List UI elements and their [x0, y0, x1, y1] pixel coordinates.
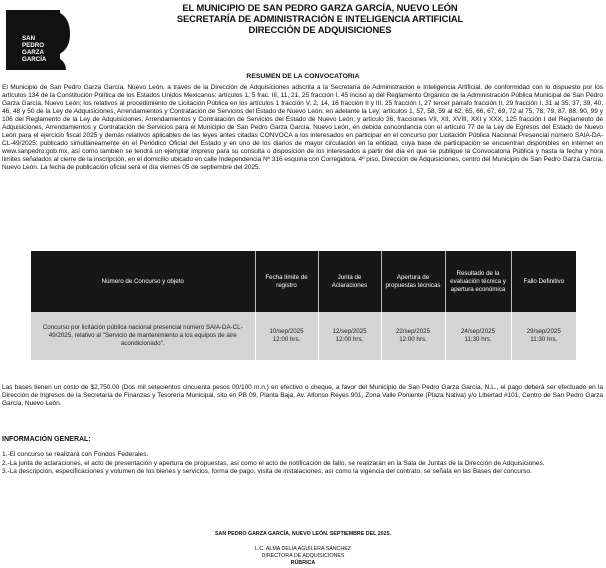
- junta-time: 12:00 hrs.: [335, 336, 364, 343]
- header-registro: Fecha límite de registro: [255, 251, 318, 312]
- list-item: 3.-La descripción, especificaciones y volumen de los bienes y servicios, forma de pago, visita de instalaciones; así como la vigencia del contrato, se señala en las Bases del concurso.: [2, 468, 532, 476]
- signer-name: L.C. ALMA DELIA AGUILERA SÁNCHEZ: [255, 546, 351, 552]
- registro-time: 12:00 hrs.: [272, 336, 301, 343]
- resultado-date: 24/sep/2025: [460, 328, 496, 335]
- signer-position: DIRECTORA DE ADQUISICIONES: [261, 553, 345, 559]
- registro-date: 10/sep/2025: [269, 328, 304, 335]
- general-info-title: INFORMACIÓN GENERAL:: [2, 436, 91, 443]
- cell-resultado: [445, 312, 511, 360]
- apertura-time: 12:00 hrs.: [399, 336, 427, 343]
- header-resultado: Resultado de la evaluación técnica y apertura económica: [445, 251, 511, 312]
- header-directorate: DIRECCIÓN DE ADQUISICIONES: [248, 24, 392, 35]
- logo-text-4: GARCÍA: [22, 56, 47, 63]
- fallo-time: 11:30 hrs.: [530, 336, 558, 343]
- tender-schedule-table: [31, 251, 576, 360]
- header-concurso: Número de Concurso y objeto: [31, 251, 255, 312]
- junta-date: 12/sep/2025: [332, 328, 367, 335]
- convocatoria-paragraph: El Municipio de San Pedro Garza García, Nuevo León, a través de la Dirección de Adquisiciones adscrita a la Secretaría de Administración e Inteligencia Artificial, de conformidad con lo dispuesto por los artículos 134 de la Constitución Política de los Estados Unidos Mexicanos; artículos 1, 5 frac. III, 11, 21, 25 fracción I, 45 inciso a) del Reglamento Orgánico de la Administración Pública Municipal de San Pedro Garza García, Nuevo León; los relativos al procedimiento de Licitación Pública en los artículos 1 fracción V, 2, 14, 16 fracción II y III, 25 fracción I, 27 tercer párrafo fracción II, 29 fracción I, 31 al 35, 37, 39, 40, 46, 48 y 50 de la Ley de Adquisiciones, Arrendamientos y Contratación de Servicios del Estado de Nuevo León; en adelante la Ley; artículos 1, 57, 58, 59 al 62, 65, 66, 67, 69, 72 al 75, 78, 79, 87, 88, 90, 99 y 106 del Reglamento de la Ley de Adquisiciones, Arrendamientos y Contratación de Servicios del Estado de Nuevo León; y artículo 36, fracciones VII, XII, XVIII, XXI y XXX, 125 fracción I del Reglamento de Adquisiciones, Arrendamientos y Contratación de Servicios para el Municipio de San Pedro Garza García, Nuevo León, en debida concordancia con el artículo 77 de la Ley de Egresos del Estado de Nuevo León para el ejercicio fiscal 2025 y demás relativos aplicables de las leyes antes citadas CONVOCA a los interesados en participar en el concurso por Licitación Pública Nacional Presencial número SAIA-DA-CL-49/2025; publicado simultáneamente en el Periódico Oficial del Estado y en uno de los diarios de mayor circulación en la entidad, cuya base de participación se encuentran disponibles en internet en www.sanpedro.gob.mx, así como también se tendrá un ejemplar impreso para su consulta o disposición de los interesados a partir del día en que se publique la Convocatoria Pública y hasta la fecha y hora límites señalados al cierre de la inscripción, en el domicilio ubicado en calle Independencia Nº 316 esquina con Corregidora, 4º piso, Dirección de Adquisiciones, centro del Municipio de San Pedro Garza García, Nuevo León. La fecha de publicación oficial será el día viernes 05 de septiembre del 2025.: [2, 84, 603, 172]
- summary-title: RESUMEN DE LA CONVOCATORIA: [246, 73, 360, 80]
- header-secretariat: SECRETARÍA DE ADMINISTRACIÓN E INTELIGENCIA ARTIFICIAL: [176, 13, 464, 24]
- header-apertura: Apertura de propuestas técnicas: [381, 251, 445, 312]
- logo-text-1: SAN: [22, 35, 36, 42]
- fallo-date: 29/sep/2025: [526, 328, 561, 335]
- header-junta: Junta de Aclaraciones: [318, 251, 381, 312]
- cell-objeto: Concurso por licitación pública nacional presencial número SAIA-DA-CL-49/2025, relativo al "Servicio de mantenimiento a los equipos de aire acondicionado".: [31, 312, 255, 360]
- signature-label: RÚBRICA: [290, 560, 316, 566]
- table-header-row: [31, 251, 576, 312]
- apertura-date: 22/sep/2025: [395, 328, 431, 335]
- list-item: 2.-La junta de aclaraciones, el acto de presentación y apertura de propuestas, así como el acto de notificación de fallo, se realizarán en la Sala de Juntas de la Dirección de Adquisiciones.: [2, 459, 545, 467]
- footer-place-date: SAN PEDRO GARZA GARCÍA, NUEVO LEÓN. SEPTIEMBRE DEL 2025.: [214, 531, 391, 537]
- municipality-logo: [4, 6, 70, 72]
- cell-fallo: [511, 312, 576, 360]
- general-info-list: [2, 451, 603, 477]
- logo-text-2: PEDRO: [22, 42, 45, 49]
- table-row: [31, 312, 576, 360]
- header-fallo: Fallo Definitivo: [511, 251, 576, 312]
- resultado-time: 11:30 hrs.: [464, 336, 492, 343]
- logo-text-3: GARZA: [22, 49, 44, 56]
- cost-paragraph: Las bases tienen un costo de $2,750.00 (Dos mil setecientos cincuenta pesos 00/100 m.n.) en efectivo o cheque, a favor del Municipio de San Pedro Garza García, N.L., el pago deberá ser efectuado en la Dirección de Ingresos de la Secretaría de Finanzas y Tesorería Municipal, sito en PB 09, Planta Baja, Av. Alfonso Reyes 901, Zona Valle Poniente (Plaza Nativa) y/o Libertad #101, Centro de San Pedro Garza García, Nuevo León.: [2, 384, 603, 408]
- list-item: 1.-El concurso se realizará con Fondos Federales.: [2, 451, 149, 458]
- cell-apertura: [381, 312, 445, 360]
- cell-registro: [255, 312, 318, 360]
- cell-junta: [318, 312, 381, 360]
- header-municipality: EL MUNICIPIO DE SAN PEDRO GARZA GARCÍA, NUEVO LEÓN: [182, 2, 458, 13]
